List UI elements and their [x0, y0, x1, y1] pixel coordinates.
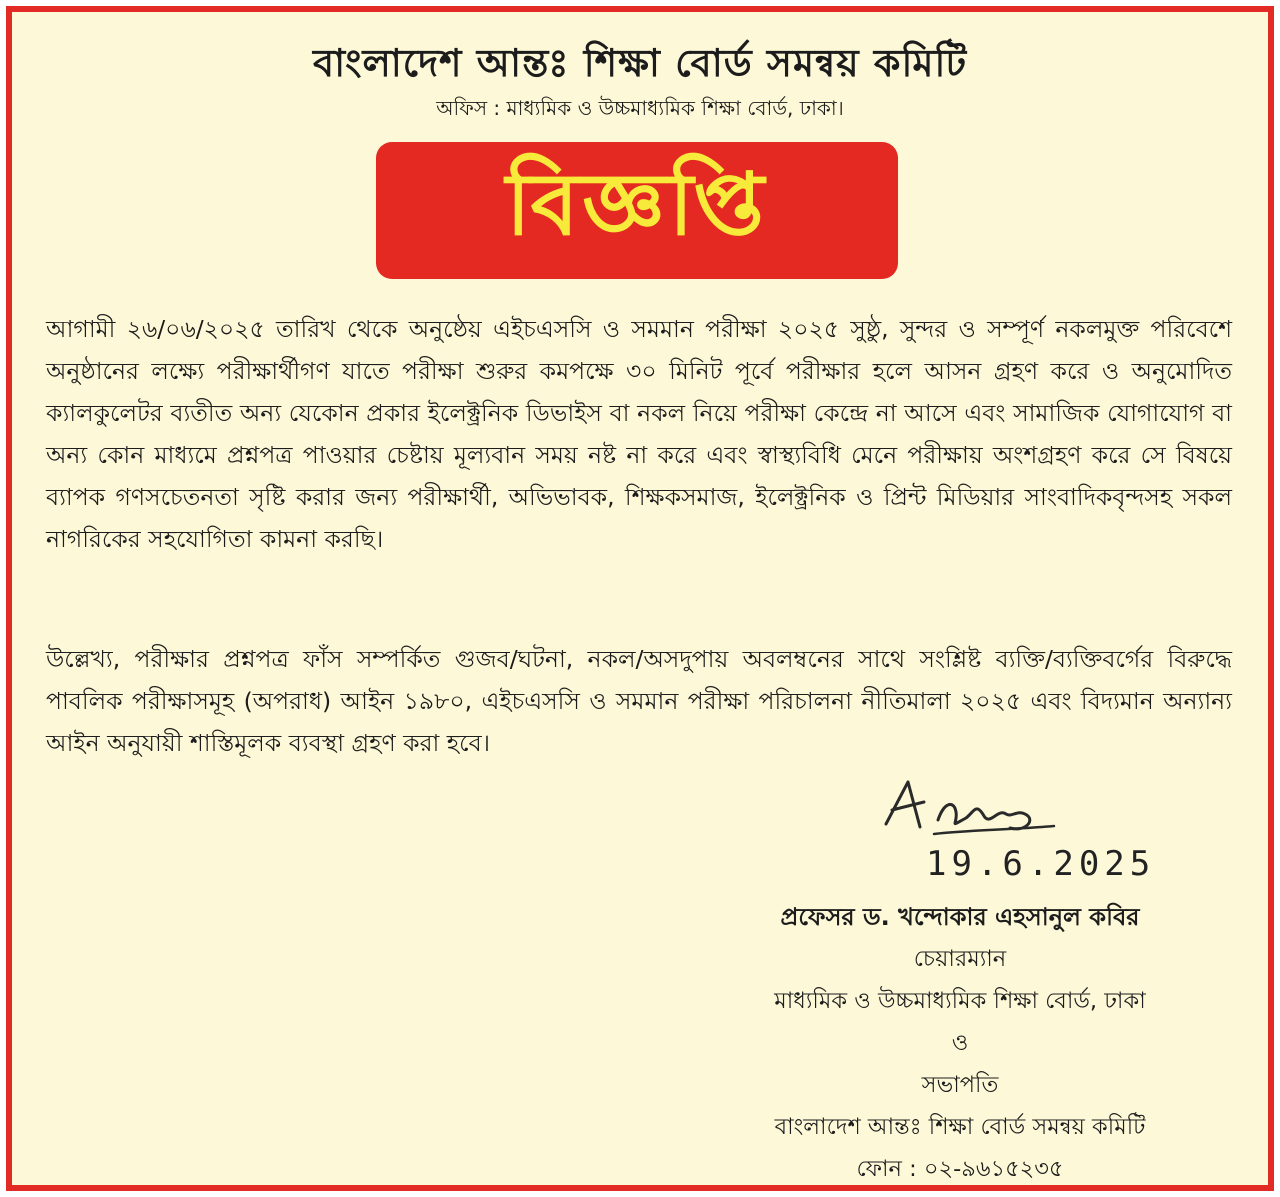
body-paragraph-1: আগামী ২৬/০৬/২০২৫ তারিখ থেকে অনুষ্ঠেয় এইচএসসি ও সমমান পরীক্ষা ২০২৫ সুষ্ঠু, সুন্দর ও সম্পূর্ণ নকলমুক্ত পরিবেশে অনুষ্ঠানের লক্ষ্যে পরীক্ষার্থীগণ যাতে পরীক্ষা শুরুর কমপক্ষে ৩০ মিনিট পূর্বে পরীক্ষার হলে আসন গ্রহণ করে ও অনুমোদিত ক্যালকুলেটর ব্যতীত অন্য যেকোন প্রকার ইলেক্ট্রনিক ডিভাইস বা নকল নিয়ে পরীক্ষা কেন্দ্রে না আসে এবং সামাজিক যোগাযোগ বা অন্য কোন মাধ্যমে প্রশ্নপত্র পাওয়ার চেষ্টায় মূল্যবান সময় নষ্ট না করে এবং স্বাস্থ্যবিধি মেনে পরীক্ষায় অংশগ্রহণ করে সে বিষয়ে ব্যাপক গণসচেতনতা সৃষ্টি করার জন্য পরীক্ষার্থী, অভিভাবক, শিক্ষকসমাজ, ইলেক্ট্রনিক ও প্রিন্ট মিডিয়ার সাংবাদিকবৃন্দসহ সকল নাগরিকের সহযোগিতা কামনা করছি। [46, 315, 1232, 553]
signatory-designation-chairman: চেয়ারম্যান [913, 946, 1007, 972]
signatory-designation-president: সভাপতি [921, 1072, 999, 1098]
organization-title: বাংলাদেশ আন্তঃ শিক্ষা বোর্ড সমন্বয় কমিটি [312, 41, 968, 85]
signatory-organization-committee: বাংলাদেশ আন্তঃ শিক্ষা বোর্ড সমন্বয় কমিটি [774, 1114, 1146, 1140]
signatory-organization-board: মাধ্যমিক ও উচ্চমাধ্যমিক শিক্ষা বোর্ড, ঢাকা [774, 988, 1146, 1014]
signatory-name: প্রফেসর ড. খন্দোকার এহসানুল কবির [780, 903, 1140, 931]
body-paragraph-2: উল্লেখ্য, পরীক্ষার প্রশ্নপত্র ফাঁস সম্পর্কিত গুজব/ঘটনা, নকল/অসদুপায় অবলম্বনের সাথে সংশ্লিষ্ট ব্যক্তি/ব্যক্তিবর্গের বিরুদ্ধে পাবলিক পরীক্ষাসমূহ (অপরাধ) আইন ১৯৮০, এইচএসসি ও সমমান পরীক্ষা পরিচালনা নীতিমালা ২০২৫ এবং বিদ্যমান অন্যান্য আইন অনুযায়ী শাস্তিমূলক ব্যবস্থা গ্রহণ করা হবে। [46, 645, 1232, 757]
handwritten-signature [878, 772, 1078, 852]
banner-title: বিজ্ঞপ্তি [505, 155, 769, 255]
signature-date: 19.6.2025 [926, 844, 1156, 884]
office-address: অফিস : মাধ্যমিক ও উচ্চমাধ্যমিক শিক্ষা বোর্ড, ঢাকা। [436, 96, 844, 120]
signatory-block [700, 896, 1220, 1190]
notice-banner [376, 142, 898, 279]
phone-number: ফোন : ০২-৯৬১৫২৩৫ [856, 1156, 1064, 1182]
notice-document [6, 6, 1274, 1191]
signatory-conjunction: ও [951, 1030, 969, 1056]
